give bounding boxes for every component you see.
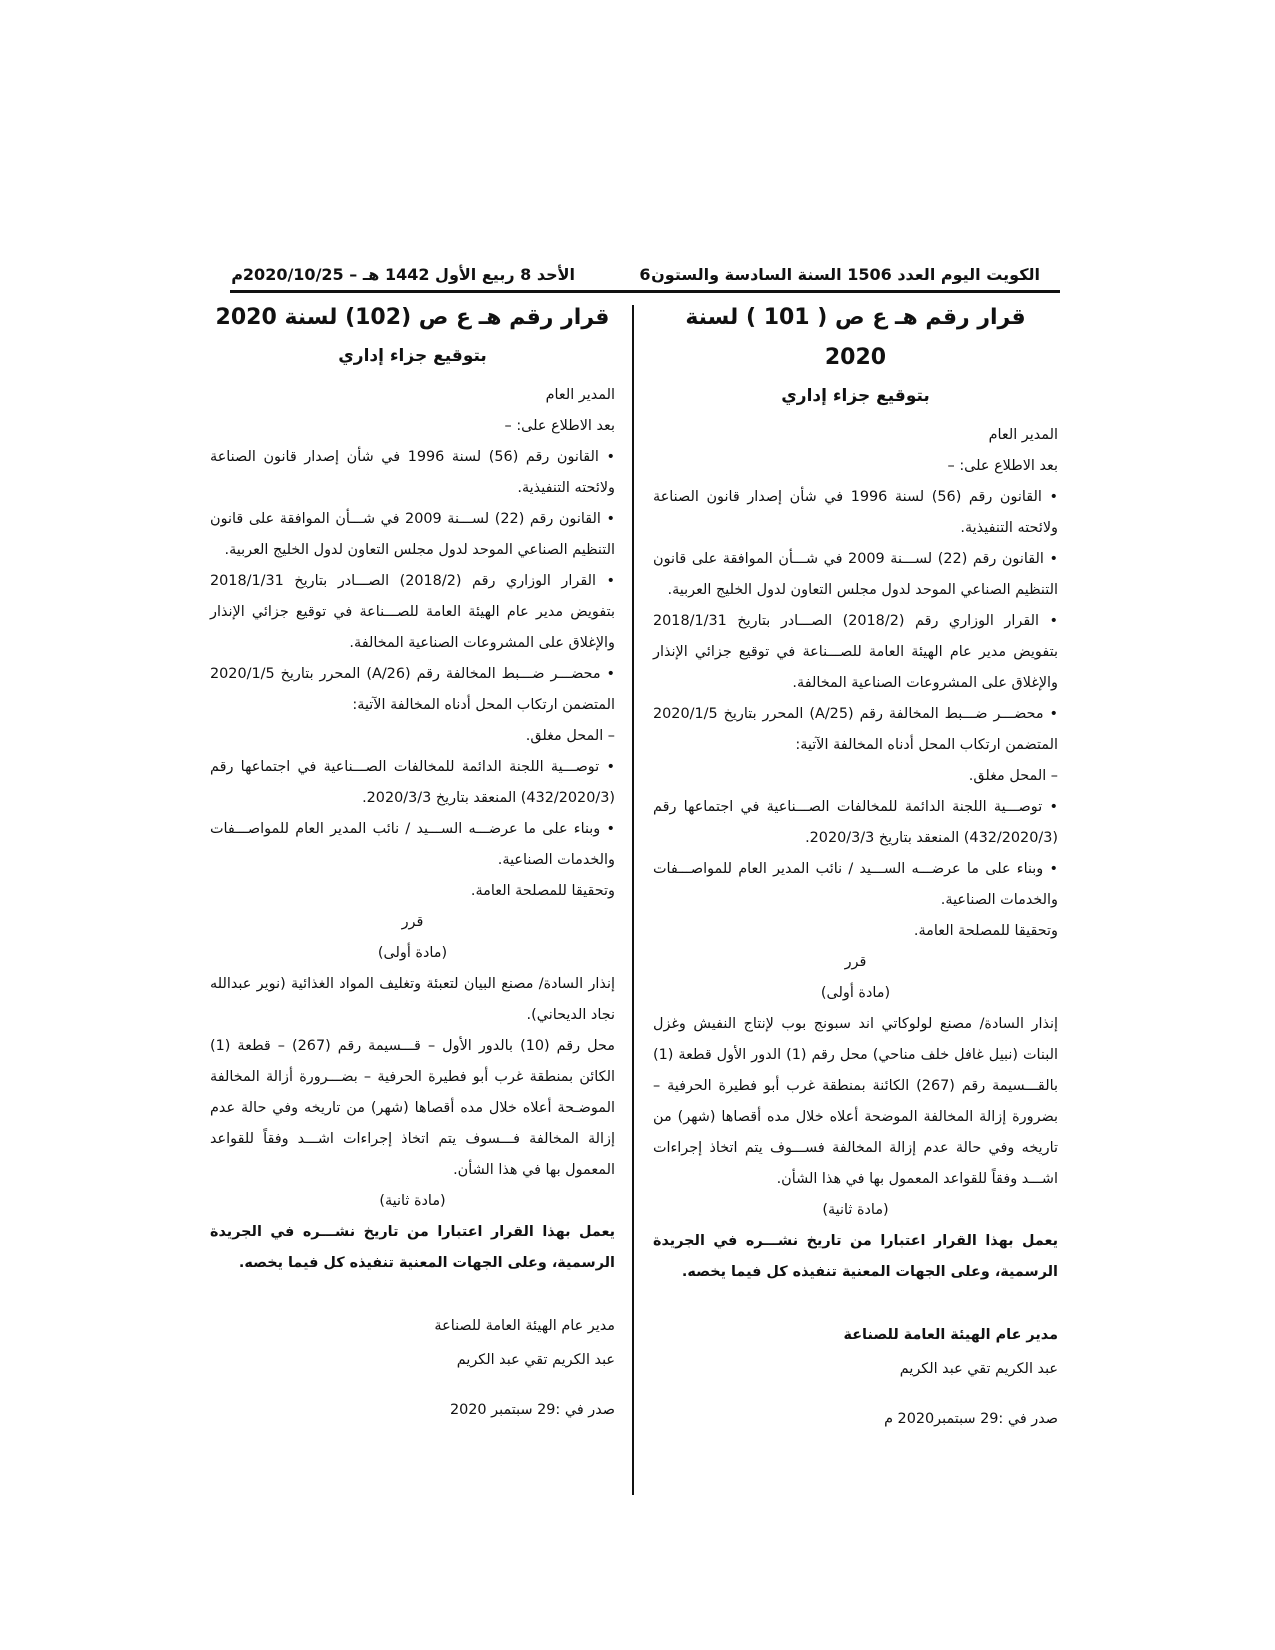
article-2-heading: (مادة ثانية)	[822, 1202, 889, 1218]
decision-title: قرار رقم هـ ع ص ( 101 ) لسنة 2020	[685, 305, 1026, 370]
article-1-text: إنذار السادة/ مصنع لولوكاتي اند سبونج بوب لإنتاج النفيش وغزل البنات (نبيل غافل خلف مناحي) محل رقم (1) الدور الأول قطعة (1) بالقـــسيمة رقم (267) الكائنة بمنطقة غرب أبو فطيرة الحرفية – بضرورة إزالة المخالفة الموضحة أعلاه خلال مده أقصاها (شهر) من تاريخه وفي حالة عدم إزالة المخالفة فســـوف يتم اتخاذ إجراءات اشـــد وفقاً للقواعد المعمول بها في هذا الشأن.	[653, 1016, 1058, 1187]
article-1-heading: (مادة أولى)	[377, 945, 448, 961]
decision-subtitle: بتوقيع جزاء إداري	[338, 346, 487, 366]
recital-item: • القانون رقم (22) لســـنة 2009 في شـــأن الموافقة على قانون التنظيم الصناعي الموحد لدول مجلس التعاون لدول الخليج العربية.	[653, 551, 1058, 598]
recital-item: • القانون رقم (56) لسنة 1996 في شأن إصدار قانون الصناعة ولائحته التنفيذية.	[653, 489, 1058, 536]
recital-item: • وبناء على ما عرضـــه الســـيد / نائب المدير العام للمواصـــفات والخدمات الصناعية.	[653, 861, 1058, 908]
header-page-number: 6	[639, 265, 651, 284]
issue-date: صدر في :29 سبتمبر 2020	[449, 1402, 615, 1418]
recital-item: • توصـــية اللجنة الدائمة للمخالفات الصـــناعية في اجتماعها رقم (432/2020/3) المنعقد بتاريخ 2020/3/3.	[653, 799, 1058, 846]
recital-item: • القرار الوزاري رقم (2018/2) الصـــادر بتاريخ 2018/1/31 بتفويض مدير عام الهيئة العامة للصـــناعة في توقيع جزائي الإنذار والإغلاق على المشروعات الصناعية المخالفة.	[210, 573, 615, 651]
recital-item: • توصـــية اللجنة الدائمة للمخالفات الصـــناعية في اجتماعها رقم (432/2020/3) المنعقد بتاريخ 2020/3/3.	[210, 759, 615, 806]
recital-item: • وبناء على ما عرضـــه الســـيد / نائب المدير العام للمواصـــفات والخدمات الصناعية.	[210, 821, 615, 868]
recital-item: • محضـــر ضـــبط المخالفة رقم (A/25) المحرر بتاريخ 2020/1/5 المتضمن ارتكاب المحل أدناه المخالفة الآتية:	[653, 706, 1058, 753]
decision-title: قرار رقم هـ ع ص (102) لسنة 2020	[215, 305, 610, 330]
article-1-text: إنذار السادة/ مصنع البيان لتعبئة وتغليف المواد الغذائية (نوير عبدالله نجاد الديحاني).	[210, 976, 615, 1023]
article-1-text: محل رقم (10) بالدور الأول – قـــسيمة رقم (267) – قطعة (1) الكائن بمنطقة غرب أبو فطيرة الحرفية – بضـــرورة أزالة المخالفة الموضـحة أعلاه خلال مده أقصاها (شهر) من تاريخه وفي حالة عدم إزالة المخالفة فـــسوف يتم اتخاذ إجراءات اشـــد وفقاً للقواعد المعمول بها في هذا الشأن.	[210, 1038, 615, 1178]
director-label: المدير العام	[988, 427, 1058, 443]
article-2-heading: (مادة ثانية)	[379, 1193, 446, 1209]
recital-item: – المحل مغلق.	[968, 768, 1058, 784]
signatory-name: عبد الكريم تقي عبد الكريم	[456, 1352, 615, 1368]
recital-item: وتحقيقا للمصلحة العامة.	[913, 923, 1058, 939]
column-divider	[632, 305, 634, 1495]
after-review-label: بعد الاطلاع على: –	[504, 418, 615, 434]
recital-item: • محضـــر ضـــبط المخالفة رقم (A/26) المحرر بتاريخ 2020/1/5 المتضمن ارتكاب المحل أدناه المخالفة الآتية:	[210, 666, 615, 713]
signatory-name: عبد الكريم تقي عبد الكريم	[899, 1361, 1058, 1377]
decision-102	[210, 298, 615, 1426]
article-2-text: يعمل بهذا القرار اعتبارا من تاريخ نشـــره في الجريدة الرسمية، وعلى الجهات المعنية تنفيذه كل فيما يخصه.	[653, 1233, 1058, 1280]
header-date: الأحد 8 ربيع الأول 1442 هـ – 2020/10/25م	[231, 265, 575, 284]
decision-subtitle: بتوقيع جزاء إداري	[781, 386, 930, 406]
decided-heading: قرر	[844, 954, 867, 970]
recital-item: • القانون رقم (22) لســـنة 2009 في شـــأن الموافقة على قانون التنظيم الصناعي الموحد لدول مجلس التعاون لدول الخليج العربية.	[210, 511, 615, 558]
decided-heading: قرر	[401, 914, 424, 930]
recital-item: – المحل مغلق.	[525, 728, 615, 744]
after-review-label: بعد الاطلاع على: –	[947, 458, 1058, 474]
recital-item: • القانون رقم (56) لسنة 1996 في شأن إصدار قانون الصناعة ولائحته التنفيذية.	[210, 449, 615, 496]
recital-item: وتحقيقا للمصلحة العامة.	[470, 883, 615, 899]
article-2-text: يعمل بهذا القرار اعتبارا من تاريخ نشـــره في الجريدة الرسمية، وعلى الجهات المعنية تنفيذه كل فيما يخصه.	[210, 1224, 615, 1271]
header-rule	[230, 290, 1060, 293]
signatory-title: مدير عام الهيئة العامة للصناعة	[434, 1318, 615, 1334]
header-issue: الكويت اليوم العدد 1506 السنة السادسة والستون	[651, 265, 1040, 284]
signatory-title: مدير عام الهيئة العامة للصناعة	[843, 1327, 1058, 1343]
issue-date: صدر في :29 سبتمبر2020 م	[884, 1411, 1058, 1427]
article-1-heading: (مادة أولى)	[820, 985, 891, 1001]
recital-item: • القرار الوزاري رقم (2018/2) الصـــادر بتاريخ 2018/1/31 بتفويض مدير عام الهيئة العامة للصـــناعة في توقيع جزائي الإنذار والإغلاق على المشروعات الصناعية المخالفة.	[653, 613, 1058, 691]
decision-101	[653, 298, 1058, 1435]
director-label: المدير العام	[545, 387, 615, 403]
